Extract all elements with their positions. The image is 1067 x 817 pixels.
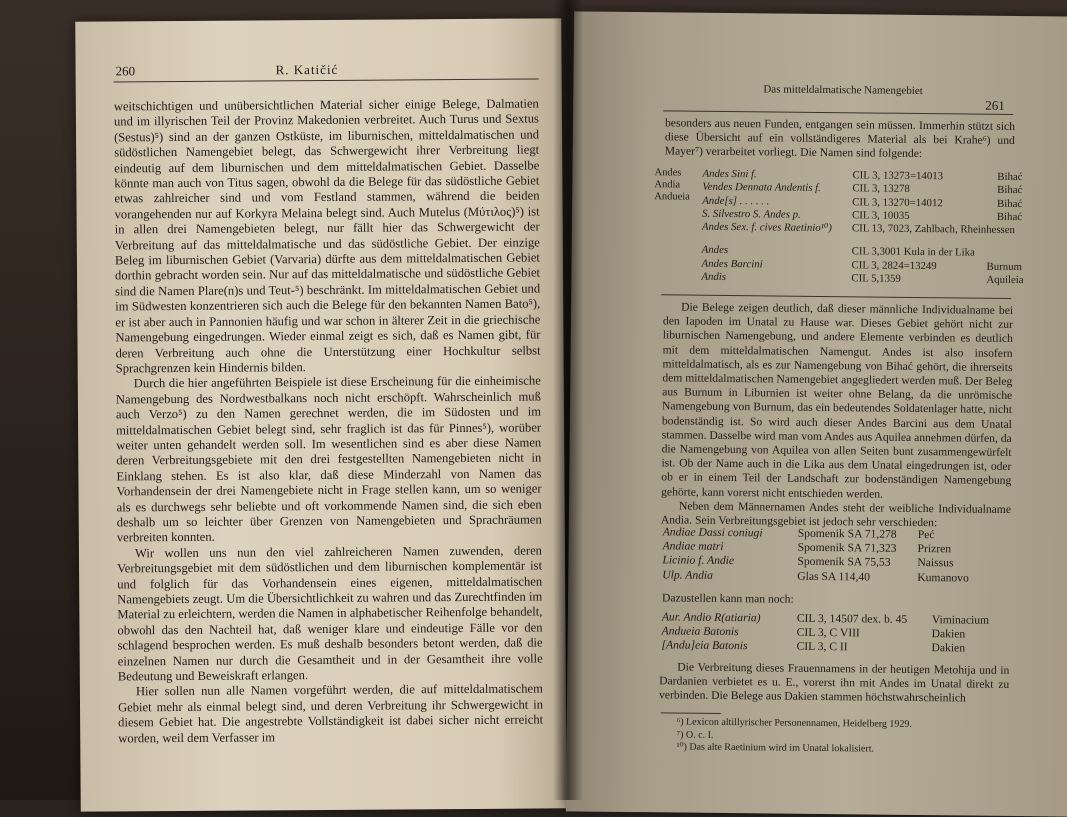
table-cell: CIL 3,3001 Kula in der Lika [851, 245, 975, 260]
table-cell: Naissus [917, 556, 954, 570]
left-page-number: 260 [115, 63, 136, 79]
table-cell: Andes Sini f. [702, 167, 757, 181]
table-cell: Spomenik SA 75,53 [797, 555, 891, 570]
side-label: Andia [654, 179, 681, 191]
table-cell: CIL 13, 7023, Zahlbach, Rheinhessen [851, 222, 1016, 237]
footnote: ¹⁰) Das alte Raetinium wird im Unatal lokalisiert. [676, 741, 875, 755]
right-running-head: Das mitteldalmatische Namengebiet [763, 83, 923, 98]
left-paragraph-3: Wir wollen uns nun den viel zahlreicheren Namen zuwenden, deren Verbreitungsgebiet mit dem südöstlichen und dem liburnischen komplementär ist und folglich für das Vorhandensein eines eigenen, mitteldalmatischen Namengebiets zeugt. Um die Übersichtlichkeit zu wahren und das Zurechtfinden im Material zu erleichtern, werden die Namen in alphabetischer Reihenfolge behandelt, obwohl das den Nachteil hat, daß weniger klare und eindeutige Fälle vor den schlagend besprochen werden. Es muß deshalb besonders betont werden, daß die einzelnen Namen nur durch die Gesamtheit und in der Gesamtheit ihre volle Bedeutung und Beweiskraft erlangen. [117, 543, 543, 684]
left-paragraph-2: Durch die hier angeführten Beispiele ist diese Erscheinung für die einheimische Namengebung des Nordwestbalkans noch nicht erschöpft. Wahrscheinlich muß auch Verzo⁵) zu den Namen gerechnet werden, die im Südosten und im mitteldalmatischen Gebiet belegt sind, sehr fraglich ist das für Pinnes⁵), worüber weiter unten gehandelt werden soll. Im wesentlichen sind es aber diese Namen deren Verbreitungsgebiete mit den drei festgestellten Namengebieten nicht in Einklang stehen. Es ist also klar, daß diese Minderzahl von Namen das Vorhandensein der drei Namengebiete nicht in Frage stellen kann, um so weniger als es durchwegs sehr beliebte und oft vorkommende Namen sind, die sich eben deshalb um so leichter über Grenzen von Namengebieten und Sprachräumen verbreiten konnten. [115, 373, 542, 545]
table-cell: Dakien [931, 641, 966, 655]
table-cell: Andes Sex. f. cives Raetinio¹⁰) [701, 220, 832, 235]
table-cell: Bihać [996, 197, 1023, 210]
table-cell: CIL 3, 13270=14012 [852, 195, 943, 209]
table-cell: Dakien [931, 627, 966, 641]
left-body-text [114, 96, 544, 746]
table-cell: Aur. Andio R(atiaria) [661, 610, 761, 625]
left-page [75, 18, 567, 811]
right-body-text [661, 300, 1013, 531]
footnote: ⁶) Lexicon altillyrischer Personennamen, Heidelberg 1929. [676, 716, 912, 730]
footnote: ⁷) O. c. I. [676, 728, 714, 741]
left-header-rule [114, 78, 539, 82]
table-cell: Andiae matri [662, 539, 724, 554]
table-cell: CIL 3, 13273=14013 [852, 169, 944, 183]
table-cell: Kumanovo [917, 570, 969, 585]
table-row [661, 639, 1011, 657]
side-label: Andes [654, 167, 682, 179]
right-paragraph-1: Die Belege zeigen deutlich, daß dieser männliche Individualname bei den Iapoden im Unatal zu Hause war. Dieses Gebiet gehört nicht zur liburnischen Namengebung, und andere Elemente verbinden es deutlich mit dem mitteldalmatischen Namengut. Andes ist also insofern mitteldalmatisch, als es zur Namengebung von Bihać gehört, die ihrerseits dem mitteldalmatischen Namengebiet angegliedert werden muß. Der Beleg aus Burnum in Liburnien ist weiter ohne Belang, da die unrömische Namengebung von Burnum, das ein bedeutendes Soldatenlager hatte, nicht bodenständig ist. So wird auch dieser Andes Barcini aus dem Unatal stammen. Dasselbe wird man vom Andes aus Aquilea annehmen dürfen, da die Namengebung von Aquilea von allen Seiten bunt zusammengewürfelt ist. Ob der Name auch in die Lika aus dem Unatal eingedrungen ist, oder ob er in einem Teil der Landschaft zur bodenständigen Namengebung gehörte, kann vorerst nicht entschieden werden. [661, 300, 1014, 501]
table-cell: Ulp. Andia [662, 567, 714, 582]
table-row [702, 221, 1022, 238]
andueia-table [661, 610, 1011, 656]
side-label: Andueia [654, 191, 690, 203]
table-cell: S. Silvestro S. Andes p. [702, 207, 801, 221]
table-cell: Andes [701, 244, 729, 257]
table-cell: Bihać [997, 184, 1023, 197]
andes-table [701, 168, 1022, 288]
table-cell: CIL 3, 13278 [852, 182, 910, 196]
right-page [566, 11, 1067, 816]
table-cell: CIL 3, C VIII [796, 625, 860, 640]
footnotes [676, 716, 1006, 757]
table-cell: Burnum [986, 260, 1023, 273]
book-gutter-shadow [553, 0, 583, 800]
table-cell: Andiae Dassi coniugi [662, 525, 763, 540]
left-paragraph-1: weitschichtigen und unübersichtlichen Material sicher einige Belege, Dalmatien und im illyrischen Teil der Provinz Makedonien verbreitet. Auch Turus und Sextus (Sestus)⁵) sind an der ganzen Ostküste, im liburnischen, mitteldalmatischen und südöstlichen Namengebiet belegt, das Schwergewicht ihrer Verbreitung liegt eindeutig auf dem liburnischen und dem mitteldalmatischen Gebiet. Dasselbe könnte man auch von Titus sagen, obwohl da die Belege für das südöstliche Gebiet etwas zahlreicher sind und vom Festland stammen, während die beiden vorangehenden nur auf Korkyra Melaina belegt sind. Auch Mutelus (Μύτιλος)⁵) ist in allen drei Namengebieten belegt, nur fällt hier das Schwergewicht der Verbreitung auf das mitteldalmatische und das südöstliche Gebiet. Der einzige Beleg im liburnischen Gebiet (Varvaria) dürfte aus dem mitteldalmatischen Gebiet dorthin gebracht worden sein. Nur auf das mitteldalmatische und südöstliche Gebiet sind die Namen Plare(n)s und Teut-⁵) beschränkt. Im mitteldalmatischen Gebiet und im Südwesten konzentrieren sich auch die Belege für den bekannten Namen Bato⁵), er ist aber auch in Pannonien häufig und war schon in älterer Zeit in die griechische Namengebung eingedrungen. Wieder einmal zeigt es sich, daß es Namen gibt, für deren Verbreitung auch ohne die Unterstützung einer Hochkultur selbst Sprachgrenzen kein Hindernis bilden. [113, 96, 541, 376]
table-cell: Bihać [996, 210, 1023, 223]
table-cell: CIL 3, 14507 dex. b. 45 [796, 611, 908, 626]
andia-table [662, 525, 1013, 585]
left-running-head: R. Katičić [275, 61, 339, 78]
table-cell: Aquileia [986, 273, 1024, 287]
table-rule [661, 294, 1011, 299]
table-cell: Spomenik SA 71,323 [797, 540, 897, 555]
right-paragraph-2: Neben dem Männernamen Andes steht der weibliche Individualname Andia. Sein Verbreitungsgebiet ist jedoch sehr verschieden: [660, 499, 1012, 530]
andes-side-labels [654, 167, 699, 203]
right-header-rule [663, 110, 1013, 115]
table-cell: CIL 3, 10035 [852, 209, 910, 222]
dazustellen-line: Dazustellen kann man noch: [661, 591, 794, 606]
table-cell: Glas SA 114,40 [797, 569, 871, 584]
table-cell: [Andu]eia Batonis [661, 638, 748, 653]
right-paragraph-3 [659, 660, 1009, 706]
table-cell: Bihać [997, 170, 1023, 184]
table-cell: Prizren [917, 542, 952, 556]
table-cell: Andes Barcini [701, 257, 763, 271]
right-paragraph-3-text: Die Verbreitung dieses Frauennamens in der heutigen Metohija und in Dardanien verbietet es u. E., vorerst ihn mit Andes im Unatal direkt zu verbinden. Die Belege aus Dakien stammen höchstwahrscheinlich [658, 660, 1010, 705]
table-cell: Viminacium [931, 613, 990, 627]
table-cell: CIL 3, 2824=13249 [851, 259, 937, 272]
left-paragraph-4: Hier sollen nun alle Namen vorgeführt werden, die auf mitteldalmatischem Gebiet mehr als einmal belegt sind, und deren Verbreitung ihr Schwergewicht in diesem Gebiet hat. Die angestrebte Vollständigkeit ist dabei sicher nicht erreicht worden, weil dem Verfasser im [117, 681, 544, 746]
table-cell: Ande[s] . . . . . . [702, 194, 770, 208]
right-page-number: 261 [985, 97, 1005, 113]
table-cell: Andis [701, 270, 727, 284]
table-cell: Spomenik SA 71,278 [797, 526, 897, 541]
table-cell: Peć [917, 528, 935, 542]
table-cell: CIL 5,1359 [851, 272, 901, 285]
footnote-rule [661, 712, 721, 714]
table-cell: CIL 3, C II [796, 640, 848, 654]
table-cell: Licinio f. Andie [662, 553, 735, 568]
table-row [662, 568, 1012, 586]
table-cell: Andueia Batonis [661, 624, 739, 639]
table-row [701, 270, 1024, 288]
right-intro-text: besonders aus neuen Funden, entgangen sein müssen. Immerhin stützt sich diese Übersicht auf ein vollständigeres Material als bei Krahe⁶) und Mayer⁷) verarbeitet vorliegt. Die Namen sind folgende: [664, 116, 1016, 161]
table-cell: Vendes Dennata Andentis f. [702, 181, 821, 195]
